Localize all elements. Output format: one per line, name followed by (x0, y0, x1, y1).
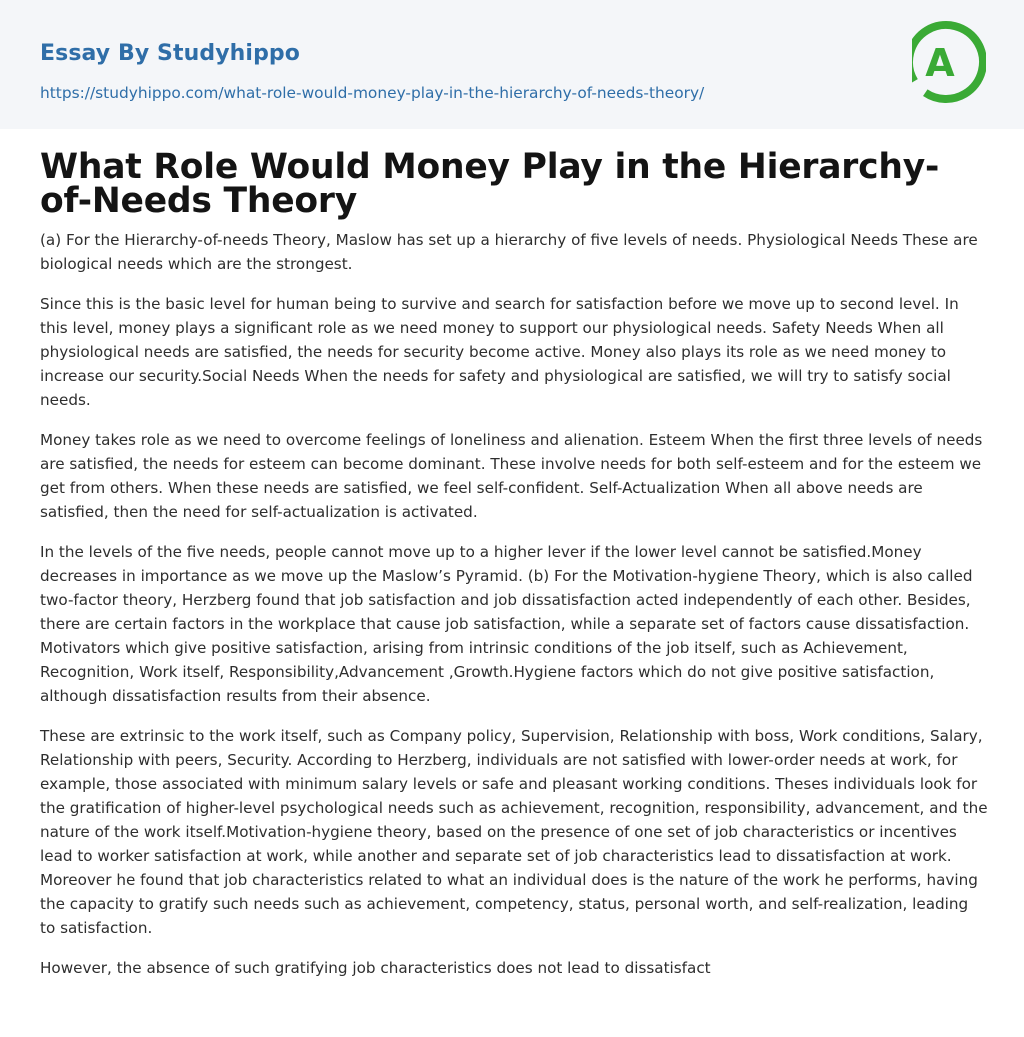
essay-paragraph: Money takes role as we need to overcome feelings of loneliness and alienation. Esteem When the first three levels of needs are satisfied, the needs for esteem can become dominant. These involve needs for both self-esteem and for the esteem we get from others. When these needs are satisfied, we feel self-confident. Self-Actualization When all above needs are satisfied, then the need for self-actualization is activated. (40, 431, 983, 521)
essay-paragraph: (a) For the Hierarchy-of-needs Theory, Maslow has set up a hierarchy of five levels of needs. Physiological Needs These are biological needs which are the strongest. (40, 231, 978, 273)
studyhippo-logo[interactable] (912, 19, 986, 105)
essay-paragraph: Since this is the basic level for human being to survive and search for satisfaction before we move up to second level. In this level, money plays a significant role as we need money to support our physiological needs. Safety Needs When all physiological needs are satisfied, the needs for security become active. Money also plays its role as we need money to increase our security.Social Needs When the needs for safety and physiological are satisfied, we will try to satisfy social needs. (40, 295, 959, 409)
site-brand[interactable]: Essay By Studyhippo (40, 41, 300, 66)
essay-body (40, 228, 988, 996)
essay-paragraph: These are extrinsic to the work itself, such as Company policy, Supervision, Relationship with boss, Work conditions, Salary, Relationship with peers, Security. According to Herzberg, individuals are not satisfied with lower-order needs at work, for example, those associated with minimum salary levels or safe and pleasant working conditions. Theses individuals look for the gratification of higher-level psychological needs such as achievement, recognition, responsibility, advancement, and the nature of the work itself.Motivation-hygiene theory, based on the presence of one set of job characteristics or incentives lead to worker satisfaction at work, while another and separate set of job characteristics lead to dissatisfaction at work. Moreover he found that job characteristics related to what an individual does is the nature of the work he performs, having the capacity to gratify such needs such as achievement, competency, status, personal worth, and self-realization, leading to satisfaction. (40, 727, 988, 937)
logo-a-icon (912, 19, 986, 105)
logo-letter: A (925, 41, 955, 85)
essay-paragraph: However, the absence of such gratifying job characteristics does not lead to dissatisfact (40, 959, 711, 977)
page-header (0, 0, 1024, 129)
essay-url-link[interactable]: https://studyhippo.com/what-role-would-money-play-in-the-hierarchy-of-needs-theory/ (40, 84, 705, 102)
page-title: What Role Would Money Play in the Hierarchy-of-Needs Theory (40, 147, 940, 221)
essay-paragraph: In the levels of the five needs, people cannot move up to a higher lever if the lower level cannot be satisfied.Money decreases in importance as we move up the Maslow’s Pyramid. (b) For the Motivation-hygiene Theory, which is also called two-factor theory, Herzberg found that job satisfaction and job dissatisfaction acted independently of each other. Besides, there are certain factors in the workplace that cause job satisfaction, while a separate set of factors cause dissatisfaction. Motivators which give positive satisfaction, arising from intrinsic conditions of the job itself, such as Achievement, Recognition, Work itself, Responsibility,Advancement ,Growth.Hygiene factors which do not give positive satisfaction, although dissatisfaction results from their absence. (40, 543, 973, 705)
